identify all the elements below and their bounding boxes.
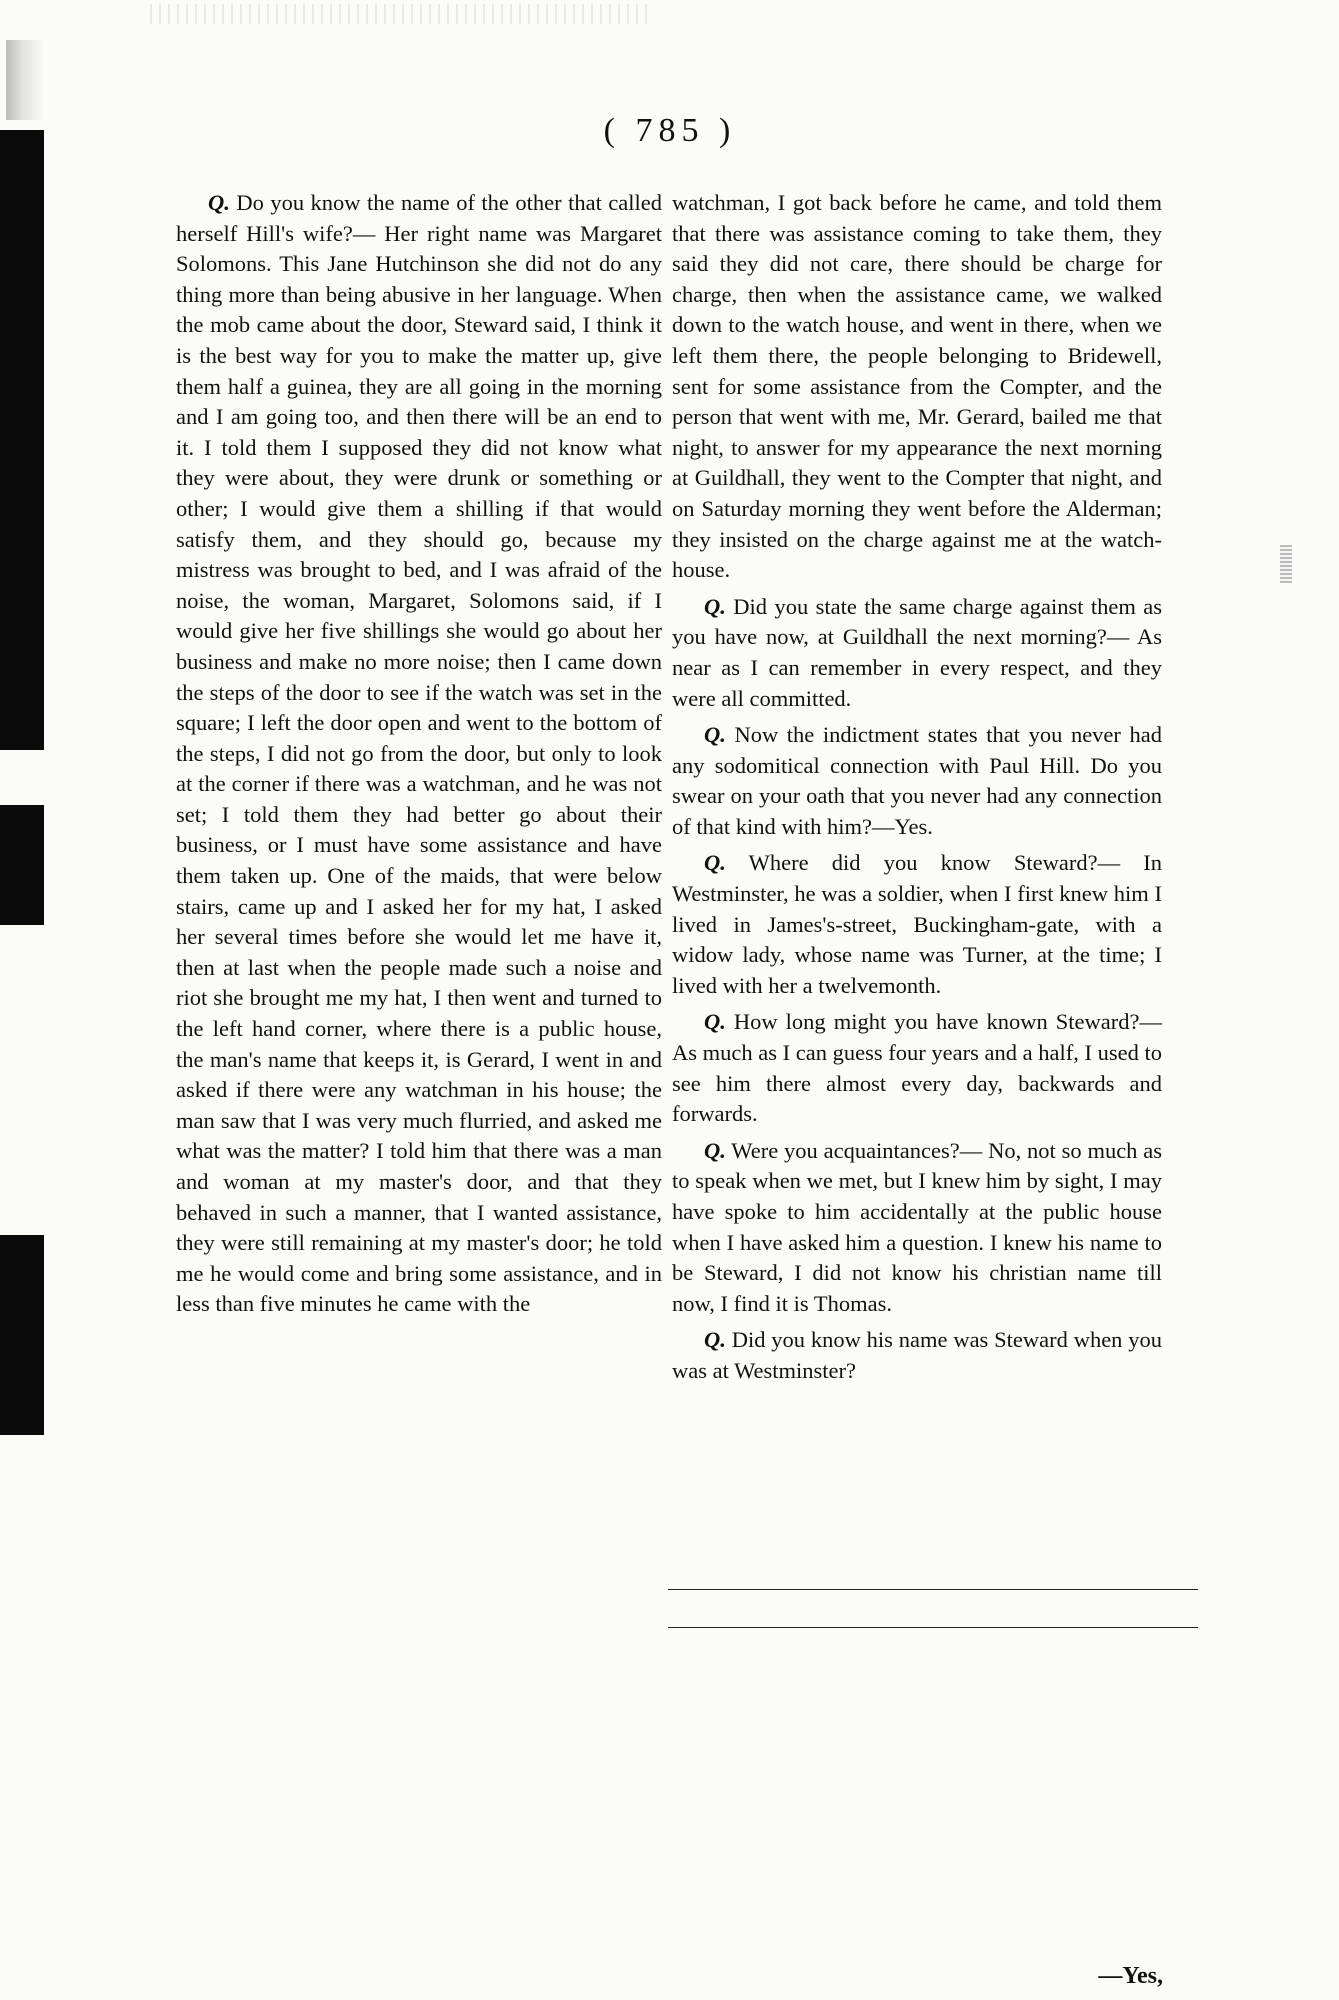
paragraph [672, 848, 1162, 1001]
scan-smudge [6, 40, 46, 120]
paragraph-text: How long might you have known Steward?— As much as I can guess four years and a half, I used to see him there almost every day, backwards and forwards. [672, 1009, 1162, 1127]
question-marker: Q. [704, 1009, 726, 1035]
question-marker: Q. [704, 722, 726, 748]
question-marker: Q. [704, 593, 726, 619]
page-number: ( 785 ) [603, 112, 737, 149]
scan-smudge [1280, 545, 1292, 583]
strike-rule [668, 1589, 1198, 1590]
paragraph-text: Did you know his name was Steward when you was at Westminster? [672, 1327, 1163, 1383]
paragraph [672, 1136, 1162, 1320]
paragraph [672, 188, 1162, 586]
strike-rule [668, 1627, 1198, 1628]
scan-edge-bar [0, 805, 44, 925]
question-marker: Q. [704, 850, 726, 876]
paragraph [672, 592, 1162, 714]
paragraph-text: Were you acquaintances?— No, not so much as to speak when we met, but I knew him by sight, I may have spoke to him accidentally at the public house when I have asked him a question. I knew his name to be Steward, I did not know his christian name till now, I find it is Thomas. [672, 1137, 1162, 1316]
scan-noise [150, 4, 650, 24]
question-marker: Q. [704, 1137, 726, 1163]
paragraph-text: Did you state the same charge against them as you have now, at Guildhall the next morning?— As near as I can remember in every respect, and they were all committed. [672, 593, 1162, 711]
paragraph-text: Now the indictment states that you never had any sodomitical connection with Paul Hill. Do you swear on your oath that you never had any connection of that kind with him?—Yes. [672, 722, 1162, 839]
paragraph [672, 1007, 1162, 1129]
paragraph [672, 1325, 1162, 1386]
catchword: —Yes, [1098, 1963, 1163, 1989]
paragraph [672, 720, 1162, 842]
paragraph [176, 188, 662, 1320]
text-column-right [672, 188, 1162, 1393]
question-marker: Q. [704, 1327, 726, 1353]
scan-edge-bar [0, 130, 44, 750]
question-marker: Q. [208, 190, 230, 215]
text-column-left [176, 188, 662, 1326]
paragraph-text: Do you know the name of the other that called herself Hill's wife?— Her right name was Margaret Solomons. This Jane Hutchinson she did not do any thing more than being abusive in her language. When the mob came about the door, Steward said, I think it is the best way for you to make the matter up, give them half a guinea, they are all going in the morning and I am going too, and then there will be an end to it. I told them I supposed they did not know what they were about, they were drunk or something or other; I would give them a shilling if that would satisfy them, and they should go, because my mistress was brought to bed, and I was afraid of the noise, the woman, Margaret, Solomons said, if I would give her five shillings she would go about her business and make no more noise; then I came down the steps of the door to see if the watch was set in the square; I left the door open and went to the bottom of the steps, I did not go from the door, but only to look at the corner if there was a watchman, and he was not set; I told them they had better go about their business, or I must have some assistance and have them taken up. One of the maids, that were below stairs, came up and I asked her for my hat, I asked her several times before she would let me have it, then at last when the people made such a noise and riot she brought me my hat, I then went and turned to the left hand corner, where there is a public house, the man's name that keeps it, is Gerard, I went in and asked if there were any watchman in his house; the man saw that I was very much flurried, and asked me what was the matter? I told him that there was a man and woman at my master's door, and that they behaved in such a manner, that I wanted assistance, they were still remaining at my master's door; he told me he would come and bring some assistance, and in less than five minutes he came with the [176, 190, 663, 1317]
paragraph-text: Where did you know Steward?— In Westminster, he was a soldier, when I first knew him I lived in James's-street, Buckingham-gate, with a widow lady, whose name was Turner, at the time; I lived with her a twelvemonth. [672, 850, 1162, 998]
paragraph-text: watchman, I got back before he came, and told them that there was assistance coming to take them, they said they did not care, there should be charge for charge, then when the assistance came, we walked down to the watch house, and went in there, when we left them there, the people belonging to Bridewell, sent for some assistance from the Compter, and the person that went with me, Mr. Gerard, bailed me that night, to answer for my appearance the next morning at Guildhall, they went to the Compter that night, and on Saturday morning they went before the Alderman; they insisted on the charge against me at the watch-house. [672, 190, 1162, 583]
scan-edge-bar [0, 1235, 44, 1435]
